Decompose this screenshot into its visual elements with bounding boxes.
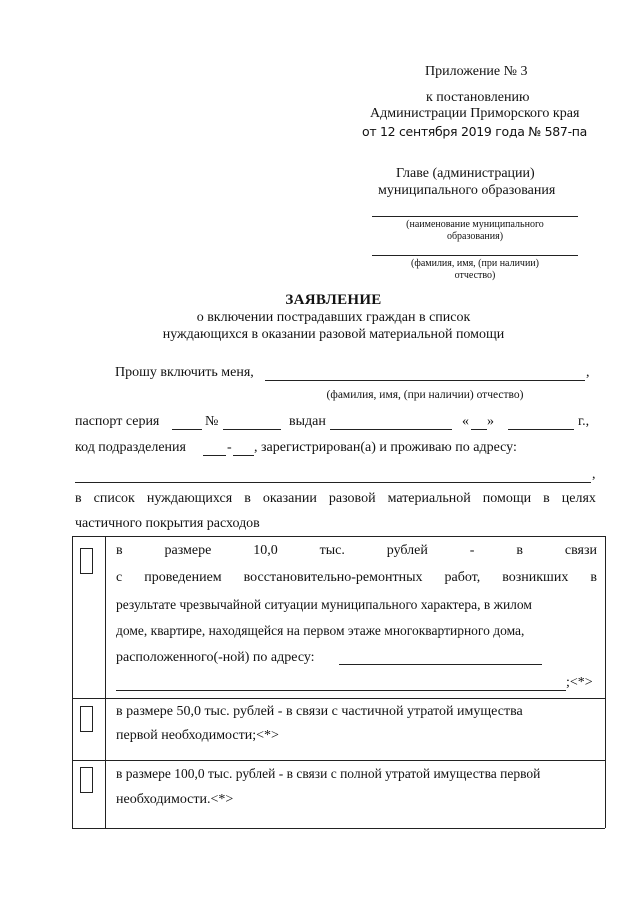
list-word: помощи bbox=[482, 491, 532, 506]
list-word: в bbox=[244, 491, 251, 506]
quote-close: » bbox=[487, 414, 494, 429]
option-1-tail: ;<*> bbox=[566, 675, 593, 690]
municipality-hint-2: образования) bbox=[446, 231, 504, 242]
table-column-divider bbox=[105, 536, 106, 828]
issue-month-field[interactable] bbox=[508, 429, 574, 430]
table-border-right bbox=[605, 536, 606, 828]
list-word: материальной bbox=[387, 491, 471, 506]
option-word: проведением bbox=[144, 570, 222, 585]
option-word: в bbox=[516, 543, 523, 558]
document-subtitle-1: о включении пострадавших граждан в список bbox=[196, 310, 471, 325]
option-1-checkbox[interactable] bbox=[80, 548, 93, 574]
option-word: размере bbox=[164, 543, 212, 558]
address-field[interactable] bbox=[75, 482, 591, 483]
issue-day-field[interactable] bbox=[471, 429, 487, 430]
registered-label: , зарегистрирован(а) и проживаю по адресу: bbox=[254, 440, 517, 455]
head-name-hint-2: отчество) bbox=[454, 270, 496, 281]
document-title: ЗАЯВЛЕНИЕ bbox=[285, 292, 382, 308]
option-word: связи bbox=[564, 543, 597, 558]
option-1-line-4: доме, квартире, находящейся на первом этаже многоквартирного дома, bbox=[116, 623, 525, 638]
passport-series-label: паспорт серия bbox=[75, 414, 160, 429]
dept-code-part1-field[interactable] bbox=[203, 455, 226, 456]
option-1-line-5: расположенного(-ной) по адресу: bbox=[116, 650, 315, 665]
addressee-line1: Главе (администрации) bbox=[396, 166, 535, 181]
passport-number-sign: № bbox=[205, 414, 219, 429]
dept-code-label: код подразделения bbox=[75, 440, 186, 455]
fio-hint: (фамилия, имя, (при наличии) отчество) bbox=[326, 389, 524, 401]
list-word: в bbox=[75, 491, 82, 506]
option-3-checkbox[interactable] bbox=[80, 767, 93, 793]
option-1-address-field-2[interactable] bbox=[116, 690, 566, 691]
list-word: в bbox=[543, 491, 550, 506]
passport-number-field[interactable] bbox=[223, 429, 281, 430]
issued-label: выдан bbox=[289, 414, 326, 429]
head-name-field[interactable] bbox=[372, 255, 578, 256]
dept-code-part2-field[interactable] bbox=[233, 455, 254, 456]
partial-coverage-label: частичного покрытия расходов bbox=[75, 516, 260, 531]
option-word: в bbox=[590, 570, 597, 585]
appendix-title: Приложение № 3 bbox=[425, 64, 528, 79]
appendix-resolution: к постановлению bbox=[426, 90, 530, 105]
list-word: список bbox=[93, 491, 135, 506]
option-word: восстановительно-ремонтных bbox=[243, 570, 423, 585]
fio-comma: , bbox=[586, 365, 590, 380]
option-word: с bbox=[116, 570, 123, 585]
table-row-divider bbox=[72, 698, 605, 699]
address-comma: , bbox=[592, 467, 596, 482]
head-name-hint-1: (фамилия, имя, (при наличии) bbox=[411, 258, 539, 269]
quote-open: « bbox=[462, 414, 469, 429]
list-word: разовой bbox=[328, 491, 376, 506]
appendix-date-number: от 12 сентября 2019 года № 587-па bbox=[362, 124, 588, 139]
year-label: г., bbox=[578, 414, 590, 429]
option-1-line-2 bbox=[116, 570, 597, 586]
option-word: - bbox=[469, 543, 475, 558]
option-word: возникших bbox=[502, 570, 569, 585]
option-1-address-field[interactable] bbox=[339, 664, 542, 665]
option-2-checkbox[interactable] bbox=[80, 706, 93, 732]
option-1-line-1 bbox=[116, 543, 597, 559]
table-border-bottom bbox=[72, 828, 605, 829]
table-border-left bbox=[72, 536, 73, 828]
list-word: нуждающихся bbox=[146, 491, 233, 506]
addressee-line2: муниципального образования bbox=[378, 183, 556, 198]
municipality-field[interactable] bbox=[372, 216, 578, 217]
option-word: в bbox=[116, 543, 123, 558]
table-border-top bbox=[72, 536, 605, 537]
option-word: работ, bbox=[444, 570, 481, 585]
table-row-divider bbox=[72, 760, 605, 761]
municipality-hint-1: (наименование муниципального bbox=[406, 219, 544, 230]
fio-field[interactable] bbox=[265, 380, 585, 381]
option-3-line-1: в размере 100,0 тыс. рублей - в связи с полной утратой имущества первой bbox=[116, 766, 541, 781]
option-1-line-3: результате чрезвычайной ситуации муниципального характера, в жилом bbox=[116, 597, 532, 612]
dept-code-dash: - bbox=[227, 440, 232, 455]
document-subtitle-2: нуждающихся в оказании разовой материальной помощи bbox=[162, 327, 505, 342]
issued-by-field[interactable] bbox=[330, 429, 452, 430]
option-3-line-2: необходимости.<*> bbox=[116, 792, 234, 807]
list-word: целях bbox=[561, 491, 596, 506]
option-2-line-2: первой необходимости;<*> bbox=[116, 728, 279, 743]
passport-series-field[interactable] bbox=[172, 429, 202, 430]
list-word: оказании bbox=[262, 491, 317, 506]
option-word: тыс. bbox=[319, 543, 345, 558]
list-line bbox=[75, 491, 596, 507]
request-label: Прошу включить меня, bbox=[115, 365, 254, 380]
option-word: рублей bbox=[386, 543, 428, 558]
appendix-administration: Администрации Приморского края bbox=[370, 106, 580, 121]
option-word: 10,0 bbox=[253, 543, 278, 558]
option-2-line-1: в размере 50,0 тыс. рублей - в связи с частичной утратой имущества bbox=[116, 704, 523, 719]
